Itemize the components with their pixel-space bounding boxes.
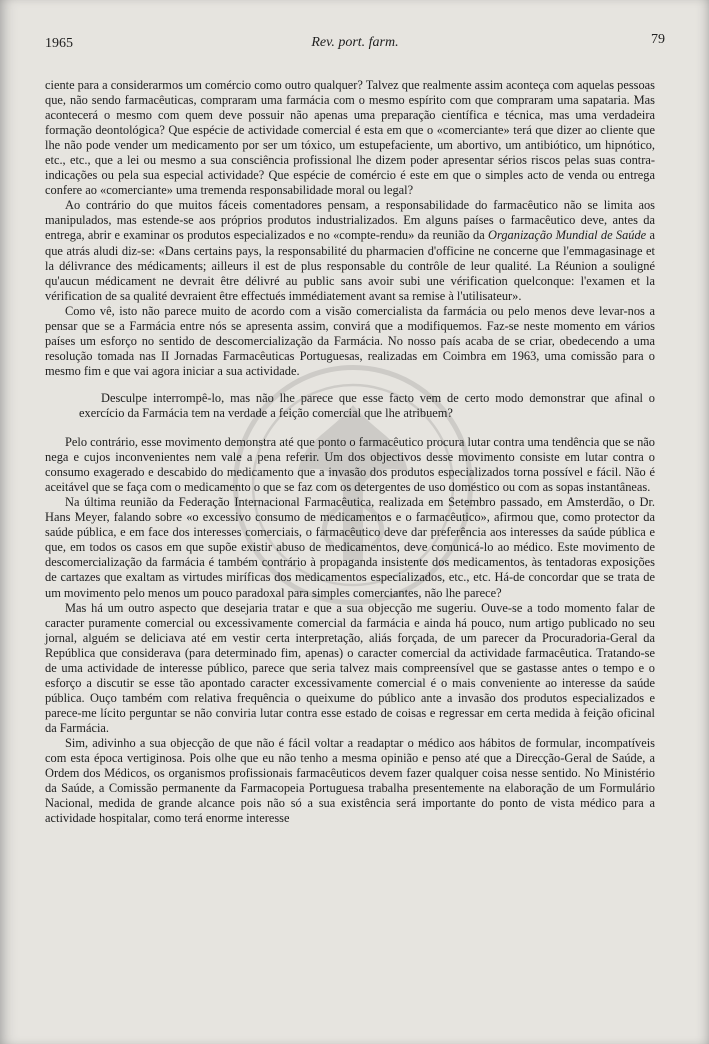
text-segment: Pelo contrário, esse movimento demonstra até que ponto o farmacêutico procura lutar contra uma tendência que se não nega e cujos inconvenientes nem vale a pena referir. Um dos objectivos desse movimento consiste em lutar contra o consumo exagerado e descabido do medicamento que a invasão dos produtos especializados torna possível e fácil. Não é aceitável que se faça com o medicamento o que se faz com os detergentes de uso doméstico ou com as sopas instantâneas. — [45, 435, 655, 495]
page-number: 79 — [651, 32, 665, 47]
paragraph — [45, 435, 655, 495]
paragraph — [45, 736, 655, 826]
paragraph — [45, 198, 655, 303]
text-segment: Ao contrário do que muitos fáceis comentadores pensam, a responsabilidade do farmacêutico não se limita aos manipulados, mas estende-se aos próprios produtos industrializados. Em alguns países o farmacêutico deve, antes da entrega, abrir e examinar os produtos especializados e no «compte-rendu» da reunião da — [45, 198, 655, 243]
header-journal-title: Rev. port. farm. — [311, 35, 399, 50]
paragraph — [45, 495, 655, 600]
text-segment: Mas há um outro aspecto que desejaria tratar e que a sua objecção me sugeriu. Ouve-se a todo momento falar de caracter puramente comercial ou excessivamente comercial da farmácia e ainda há pouco, num artigo publicado no seu jornal, alguém se deliciava até em vestir certa interpretação, aliás forçada, de um parecer da Procuradoria-Geral da República que considerava (para determinado fim, apenas) o caracter comercial da actividade farmacêutica. Tratando-se de uma actividade de interesse público, parece que seria talvez mais compreensível que se gastasse antes o tempo e o esforço a discutir se esse tão apontado caracter excessivamente comercial é o mais conveniente ao interesse da saúde pública. Ouço também com relativa frequência o queixume do público ante a invasão dos produtos especializados e parece-me lícito perguntar se não conviria lutar contra esse estado de coisas e regressar em certa medida à feição oficinal da Farmácia. — [45, 600, 655, 735]
text-segment: Desculpe interrompê-lo, mas não lhe parece que esse facto vem de certo modo demonstrar que afinal o exercício da Farmácia tem na verdade a feição comercial que lhe atribuem? — [79, 390, 655, 420]
text-segment: ciente para a considerarmos um comércio como outro qualquer? Talvez que realmente assim aconteça com aquelas pessoas que, não sendo farmacêuticas, compraram uma farmácia com o mesmo espírito com que compraram uma sapataria. Mas acontecerá o mesmo com quem deve possuir não apenas uma preparação científica e técnica, mas uma verdadeira formação deontológica? Que espécie de actividade comercial é esta em que o «comerciante» terá que dizer ao cliente que lhe não pode vender um medicamento por ser um tóxico, um estupefaciente, um abortivo, um antibiótico, um hipnótico, etc., etc., que a lei ou mesmo a sua consciência profissional lhe dizem poder apresentar sérios riscos pelas suas contra-indicações ou pela sua especial actividade? Que espécie de comércio é este em que o simples acto de venda ou entrega confere ao «comerciante» uma tremenda responsabilidade moral ou legal? — [45, 78, 655, 198]
interviewer-question — [79, 391, 655, 421]
paragraph — [45, 304, 655, 379]
italic-text: Organização Mundial de Saúde — [488, 228, 647, 243]
text-segment: Sim, adivinho a sua objecção de que não é fácil voltar a readaptar o médico aos hábitos de formular, incompatíveis com esta época vertiginosa. Pois olhe que eu não tenho a mesma opinião e penso até que a Direcção-Geral de Saúde, a Ordem dos Médicos, os organismos profissionais farmacêuticos devem fazer qualquer coisa nesse sentido. No Ministério da Saúde, a Comissão permanente da Farmacopeia Portuguesa trabalha presentemente na elaboração de um Formulário Nacional, medida de grande alcance pois não só a sua existência será importante do ponto de vista médico para a actividade hospitalar, como terá enorme interesse — [45, 735, 655, 826]
text-segment: Como vê, isto não parece muito de acordo com a visão comercialista da farmácia ou pelo menos deve levar-nos a pensar que se a Farmácia entre nós se apresenta assim, convirá que a modifiquemos. Faz-se neste momento em vários países um esforço no sentido de descomercialização da Farmácia. No nosso país acaba de se criar, obedecendo a uma resolução tomada nas II Jornadas Farmacêuticas Portuguesas, realizadas em Coimbra em 1963, uma comissão para o mesmo fim e que vai agora iniciar a sua actividade. — [45, 303, 655, 378]
article-body — [45, 78, 655, 826]
paragraph — [45, 601, 655, 736]
text-segment: a que atrás aludi diz-se: «Dans certains pays, la responsabilité du pharmacien d'officine ne concerne que l'emmagasinage et la délivrance des médicaments; ailleurs il est de plus responsable du contrôle de leur qualité. La Réunion a souligné qu'aucun médicament ne devrait être délivré au public sans avoir subi une vérification quelconque: l'examen et la vérification de sa qualité devraient être effectués immédiatement avant sa remise à l'utilisateur». — [45, 228, 655, 303]
paragraph — [45, 78, 655, 198]
header-year: 1965 — [45, 36, 73, 51]
text-segment: Na última reunião da Federação Internacional Farmacêutica, realizada em Setembro passado, em Amsterdão, o Dr. Hans Meyer, falando sobre «o excessivo consumo de medicamentos e o farmacêutico», afirmou que, como protector da saúde pública, e em face dos interesses comerciais, o farmacêutico deve dar preferência aos interesses da saúde pública e que, em todos os casos em que supõe existir abuso de medicamentos, deve comunicá-lo ao médico. Este movimento de descomercialização da farmácia é também contrário à propaganda insistente dos medicamentos, às tentadoras exposições de cartazes que exaltam as virtudes miríficas dos medicamentos especializados, etc., etc. Há-de concordar que se trata de um movimento pelo menos um pouco paradoxal para simples comerciantes, não lhe parece? — [45, 495, 655, 600]
